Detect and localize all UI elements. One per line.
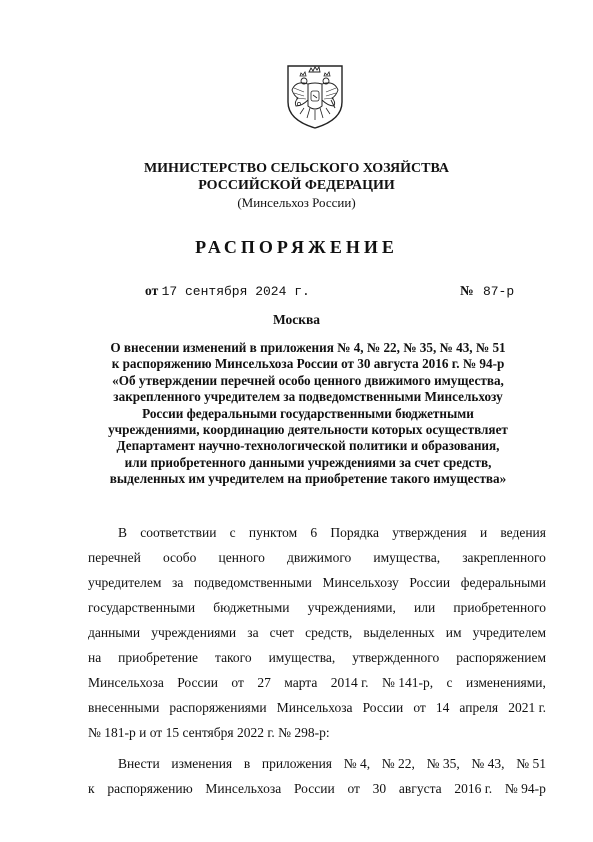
word: учредителем — [472, 625, 546, 640]
word: пунктом — [248, 525, 298, 540]
word: на — [88, 650, 102, 665]
word: им — [445, 625, 462, 640]
word: выделенных — [363, 625, 435, 640]
word: ведения — [500, 525, 546, 540]
word: утвержденного — [352, 650, 440, 665]
word: № 35, — [426, 756, 460, 771]
word: или — [414, 600, 436, 615]
word: учредителем — [88, 575, 162, 590]
document-body — [88, 520, 546, 801]
word: Минсельхозу — [322, 575, 399, 590]
heading-line: «Об утверждении перечней особо ценного движимого имущества, — [112, 372, 504, 388]
word: Внести — [118, 756, 160, 771]
word: имущества, — [268, 650, 336, 665]
word: учреждениями, — [307, 600, 396, 615]
coat-of-arms-emblem-icon — [280, 62, 350, 130]
word: Минсельхоза — [276, 700, 353, 715]
paragraph-line — [88, 645, 546, 670]
word: приобретение — [118, 650, 199, 665]
word: утверждения — [392, 525, 467, 540]
ministry-name-line2: РОССИЙСКОЙ ФЕДЕРАЦИИ — [198, 178, 395, 193]
word: России — [293, 781, 335, 796]
word: России — [362, 700, 404, 715]
word: приложения — [261, 756, 333, 771]
word: в — [243, 756, 251, 771]
heading-line: закрепленного учредителем за подведомственными Минсельхозу — [113, 389, 503, 405]
word: 14 — [435, 700, 450, 715]
word: изменения — [171, 756, 233, 771]
number-value: 87-р — [482, 284, 515, 299]
paragraph-2 — [88, 751, 546, 801]
paragraph-line — [88, 570, 546, 595]
word: № 22, — [381, 756, 415, 771]
word: распоряжениями — [169, 700, 267, 715]
heading-line: или приобретенного данными учреждениями за счет средств, — [124, 454, 492, 470]
date-prefix: от — [145, 283, 159, 298]
word: за — [172, 575, 184, 590]
word: данными — [88, 625, 141, 640]
word: апреля — [459, 700, 499, 715]
word: с — [446, 675, 453, 690]
word: 2021 г. — [508, 700, 546, 715]
paragraph-line — [88, 670, 546, 695]
word: имущества, — [373, 550, 441, 565]
paragraph-line — [88, 520, 546, 545]
heading-line: Департамент научно-технологической политики и образования, — [116, 438, 500, 454]
word: распоряжению — [107, 781, 193, 796]
word: особо — [162, 550, 197, 565]
document-heading — [88, 340, 528, 488]
document-city: Москва — [272, 312, 321, 327]
word: распоряжением — [456, 650, 546, 665]
word: № 141-р, — [381, 675, 434, 690]
word: Минсельхоза — [205, 781, 282, 796]
word: и — [479, 525, 488, 540]
word: В — [118, 525, 128, 540]
word: Порядка — [330, 525, 380, 540]
paragraph-line — [88, 720, 546, 745]
word: подведомственными — [193, 575, 312, 590]
ministry-abbreviation: (Минсельхоз России) — [237, 195, 356, 210]
heading-line: выделенных им учредителем на приобретение такого имущества» — [109, 471, 507, 487]
word: ценного — [218, 550, 265, 565]
word: такого — [215, 650, 252, 665]
word: движимого — [287, 550, 352, 565]
paragraph-line — [88, 695, 546, 720]
heading-line: О внесении изменений в приложения № 4, № 22, № 35, № 43, № 51 — [110, 340, 506, 355]
date-value: 17 сентября 2024 г. — [161, 284, 310, 299]
word: России — [177, 675, 218, 690]
word: № 51 — [516, 756, 546, 771]
document-number — [460, 283, 514, 300]
word: государственными — [88, 600, 196, 615]
word: изменениями, — [465, 675, 546, 690]
word: № 43, — [471, 756, 505, 771]
heading-line: к распоряжению Минсельхоза России от 30 августа 2016 г. № 94-р — [111, 356, 505, 372]
paragraph-line — [88, 595, 546, 620]
word: средств, — [305, 625, 353, 640]
word: учреждениями — [151, 625, 237, 640]
heading-line: России федеральными государственными бюджетными — [142, 405, 474, 421]
word: Минсельхоза — [88, 675, 164, 690]
word: федеральными — [460, 575, 546, 590]
number-prefix: № — [460, 283, 474, 298]
document-date — [145, 283, 310, 300]
word: марта — [284, 675, 318, 690]
document-type-title: РАСПОРЯЖЕНИЕ — [195, 237, 398, 257]
paragraph-1 — [88, 520, 546, 745]
word: августа — [398, 781, 442, 796]
word: России — [409, 575, 451, 590]
word: от — [347, 781, 360, 796]
word: бюджетными — [213, 600, 290, 615]
paragraph-line — [88, 776, 546, 801]
word: № 94-р — [504, 781, 546, 796]
heading-line: учреждениями, координацию деятельности которых осуществляет — [108, 422, 508, 438]
word: к — [88, 781, 95, 796]
word: соответствии — [140, 525, 217, 540]
word: перечней — [88, 550, 141, 565]
word: № 4, — [343, 756, 371, 771]
word: 2014 г. — [330, 675, 369, 690]
ministry-name-line1: МИНИСТЕРСТВО СЕЛЬСКОГО ХОЗЯЙСТВА — [143, 161, 450, 176]
word: внесенными — [88, 700, 160, 715]
paragraph-line — [88, 545, 546, 570]
word: с — [229, 525, 236, 540]
paragraph-line — [88, 620, 546, 645]
word: от — [231, 675, 244, 690]
word: № 181-р и от 15 сентября 2022 г. № 298-р: — [88, 725, 330, 740]
word: от — [413, 700, 426, 715]
word: 30 — [372, 781, 387, 796]
word: 2016 г. — [454, 781, 493, 796]
word: 27 — [257, 675, 271, 690]
word: счет — [269, 625, 295, 640]
word: за — [247, 625, 259, 640]
word: закрепленного — [462, 550, 546, 565]
word: 6 — [310, 525, 318, 540]
word: приобретенного — [453, 600, 546, 615]
paragraph-line — [88, 751, 546, 776]
